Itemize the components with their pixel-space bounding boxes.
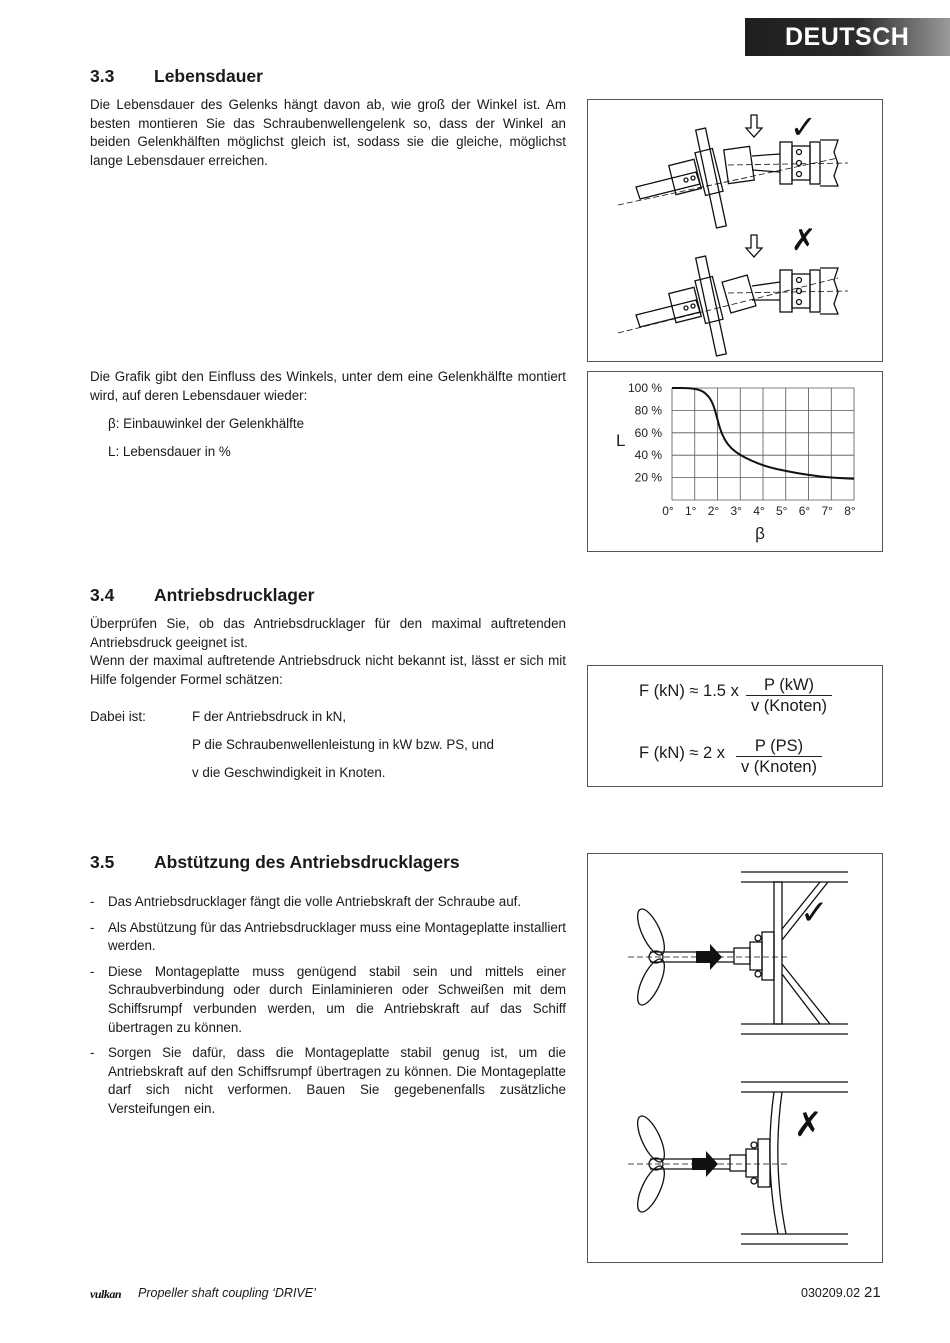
formula-2-fraction <box>736 736 822 777</box>
chart-x-tick: 1° <box>685 504 697 518</box>
chart-y-tick: 20 % <box>634 470 662 485</box>
graph-intro-paragraph: Die Grafik gibt den Einfluss des Winkels, unter dem eine Gelenkhälfte montiert wird, auf deren Lebensdauer wieder: <box>90 369 566 403</box>
definition-p: P die Schraubenwellenleistung in kW bzw. PS, und <box>192 737 494 752</box>
chart-x-tick: 5° <box>776 504 788 518</box>
footer-product: Propeller shaft coupling ‘DRIVE’ <box>138 1286 316 1300</box>
thrust-bearing-drawing <box>588 854 882 1262</box>
formula-1-fraction <box>746 675 832 716</box>
definition-v: v die Geschwindigkeit in Knoten. <box>192 765 386 780</box>
formula-2-numerator: P (PS) <box>754 737 804 755</box>
chart-x-tick: 2° <box>707 504 720 518</box>
section-3-3-heading <box>90 66 263 87</box>
coupling-angle-figure <box>587 99 883 362</box>
chart-x-tick: 8° <box>844 504 856 518</box>
correct-mark: ✓ <box>790 108 817 146</box>
thrust-bearing-figure <box>587 853 883 1263</box>
brand-logo: vulkan <box>90 1287 122 1301</box>
definition-f: F der Antriebsdruck in kN, <box>192 709 347 724</box>
chart-y-tick: 100 % <box>627 381 662 395</box>
where-label: Dabei ist: <box>90 709 146 724</box>
formula-2-denominator: v (Knoten) <box>736 756 822 777</box>
footer-doc-number: 030209.02 <box>801 1286 861 1300</box>
legend-beta: β: Einbauwinkel der Gelenkhälfte <box>108 416 305 431</box>
wrong-mark: ✗ <box>794 1105 823 1145</box>
wrong-mark: ✗ <box>791 223 817 258</box>
list-item: - Das Antriebsdrucklager fängt die volle Antriebskraft der Schraube auf. <box>90 893 566 912</box>
support-list <box>90 893 566 1126</box>
section-number: 3.3 <box>90 66 115 86</box>
page-number: 21 <box>864 1284 881 1301</box>
chart-y-tick: 40 % <box>634 448 662 463</box>
correct-mark: ✓ <box>800 893 829 933</box>
lifetime-chart <box>587 371 883 552</box>
chart-y-label: L <box>616 431 626 450</box>
list-item: - Als Abstützung für das Antriebsdrucklager muss eine Montageplatte installiert werden. <box>90 919 566 956</box>
section-3-5-heading <box>90 852 460 873</box>
chart-x-tick: 0° <box>662 504 674 518</box>
section-number: 3.5 <box>90 852 115 872</box>
chart-x-tick: 7° <box>821 504 833 518</box>
section-title: Lebensdauer <box>154 66 263 86</box>
legend-l: L: Lebensdauer in % <box>108 444 231 459</box>
formula-1-numerator: P (kW) <box>763 676 815 694</box>
thrust-paragraph-1: Überprüfen Sie, ob das Antriebsdrucklager für den maximal auftretenden Antriebsdruck geeignet ist. <box>90 616 566 650</box>
chart-y-tick: 60 % <box>634 425 662 440</box>
section-title: Antriebsdrucklager <box>154 585 315 605</box>
formula-box <box>587 665 883 787</box>
thrust-paragraph-2: Wenn der maximal auftretende Antriebsdruck nicht bekannt ist, lässt er sich mit Hilfe folgender Formel schätzen: <box>90 653 566 687</box>
lifetime-chart-svg <box>588 372 882 551</box>
chart-x-tick: 6° <box>798 504 811 518</box>
formula-1-denominator: v (Knoten) <box>746 695 832 716</box>
coupling-angle-drawing <box>588 100 882 361</box>
formula-2-lhs: F (kN) ≈ 2 x <box>639 744 726 762</box>
chart-y-tick: 80 % <box>634 403 662 418</box>
list-item: - Diese Montageplatte muss genügend stabil sein und mittels einer Schraubverbindung oder durch Einlaminieren oder Schweißen mit dem Schiffsrumpf verbunden werden, um die Antriebskraft auf das Schiff übertragen zu können. <box>90 963 566 1037</box>
chart-x-label: β <box>755 524 765 543</box>
formula-1-lhs: F (kN) ≈ 1.5 x <box>639 682 739 700</box>
section-3-4-heading <box>90 585 314 606</box>
chart-x-tick: 3° <box>730 504 742 518</box>
lifetime-paragraph: Die Lebensdauer des Gelenks hängt davon ab, wie groß der Winkel ist. Am besten montieren Sie das Schraubenwellengelenk so, dass der Winkel an beiden Gelenkhälften möglichst gleich ist, sodass sie die gleiche, möglichst lange Lebensdauer erreichen. <box>90 97 566 168</box>
chart-x-tick: 4° <box>753 504 765 518</box>
language-tab: DEUTSCH <box>745 18 950 56</box>
list-item: - Sorgen Sie dafür, dass die Montageplatte stabil genug ist, um die Antriebskraft auf den Schiffsrumpf übertragen zu können. Die Montageplatte darf sich nicht verformen. Bauen Sie gegebenenfalls zusätzliche Versteifungen ein. <box>90 1044 566 1118</box>
section-number: 3.4 <box>90 585 115 605</box>
section-title: Abstützung des Antriebsdrucklagers <box>154 852 460 872</box>
